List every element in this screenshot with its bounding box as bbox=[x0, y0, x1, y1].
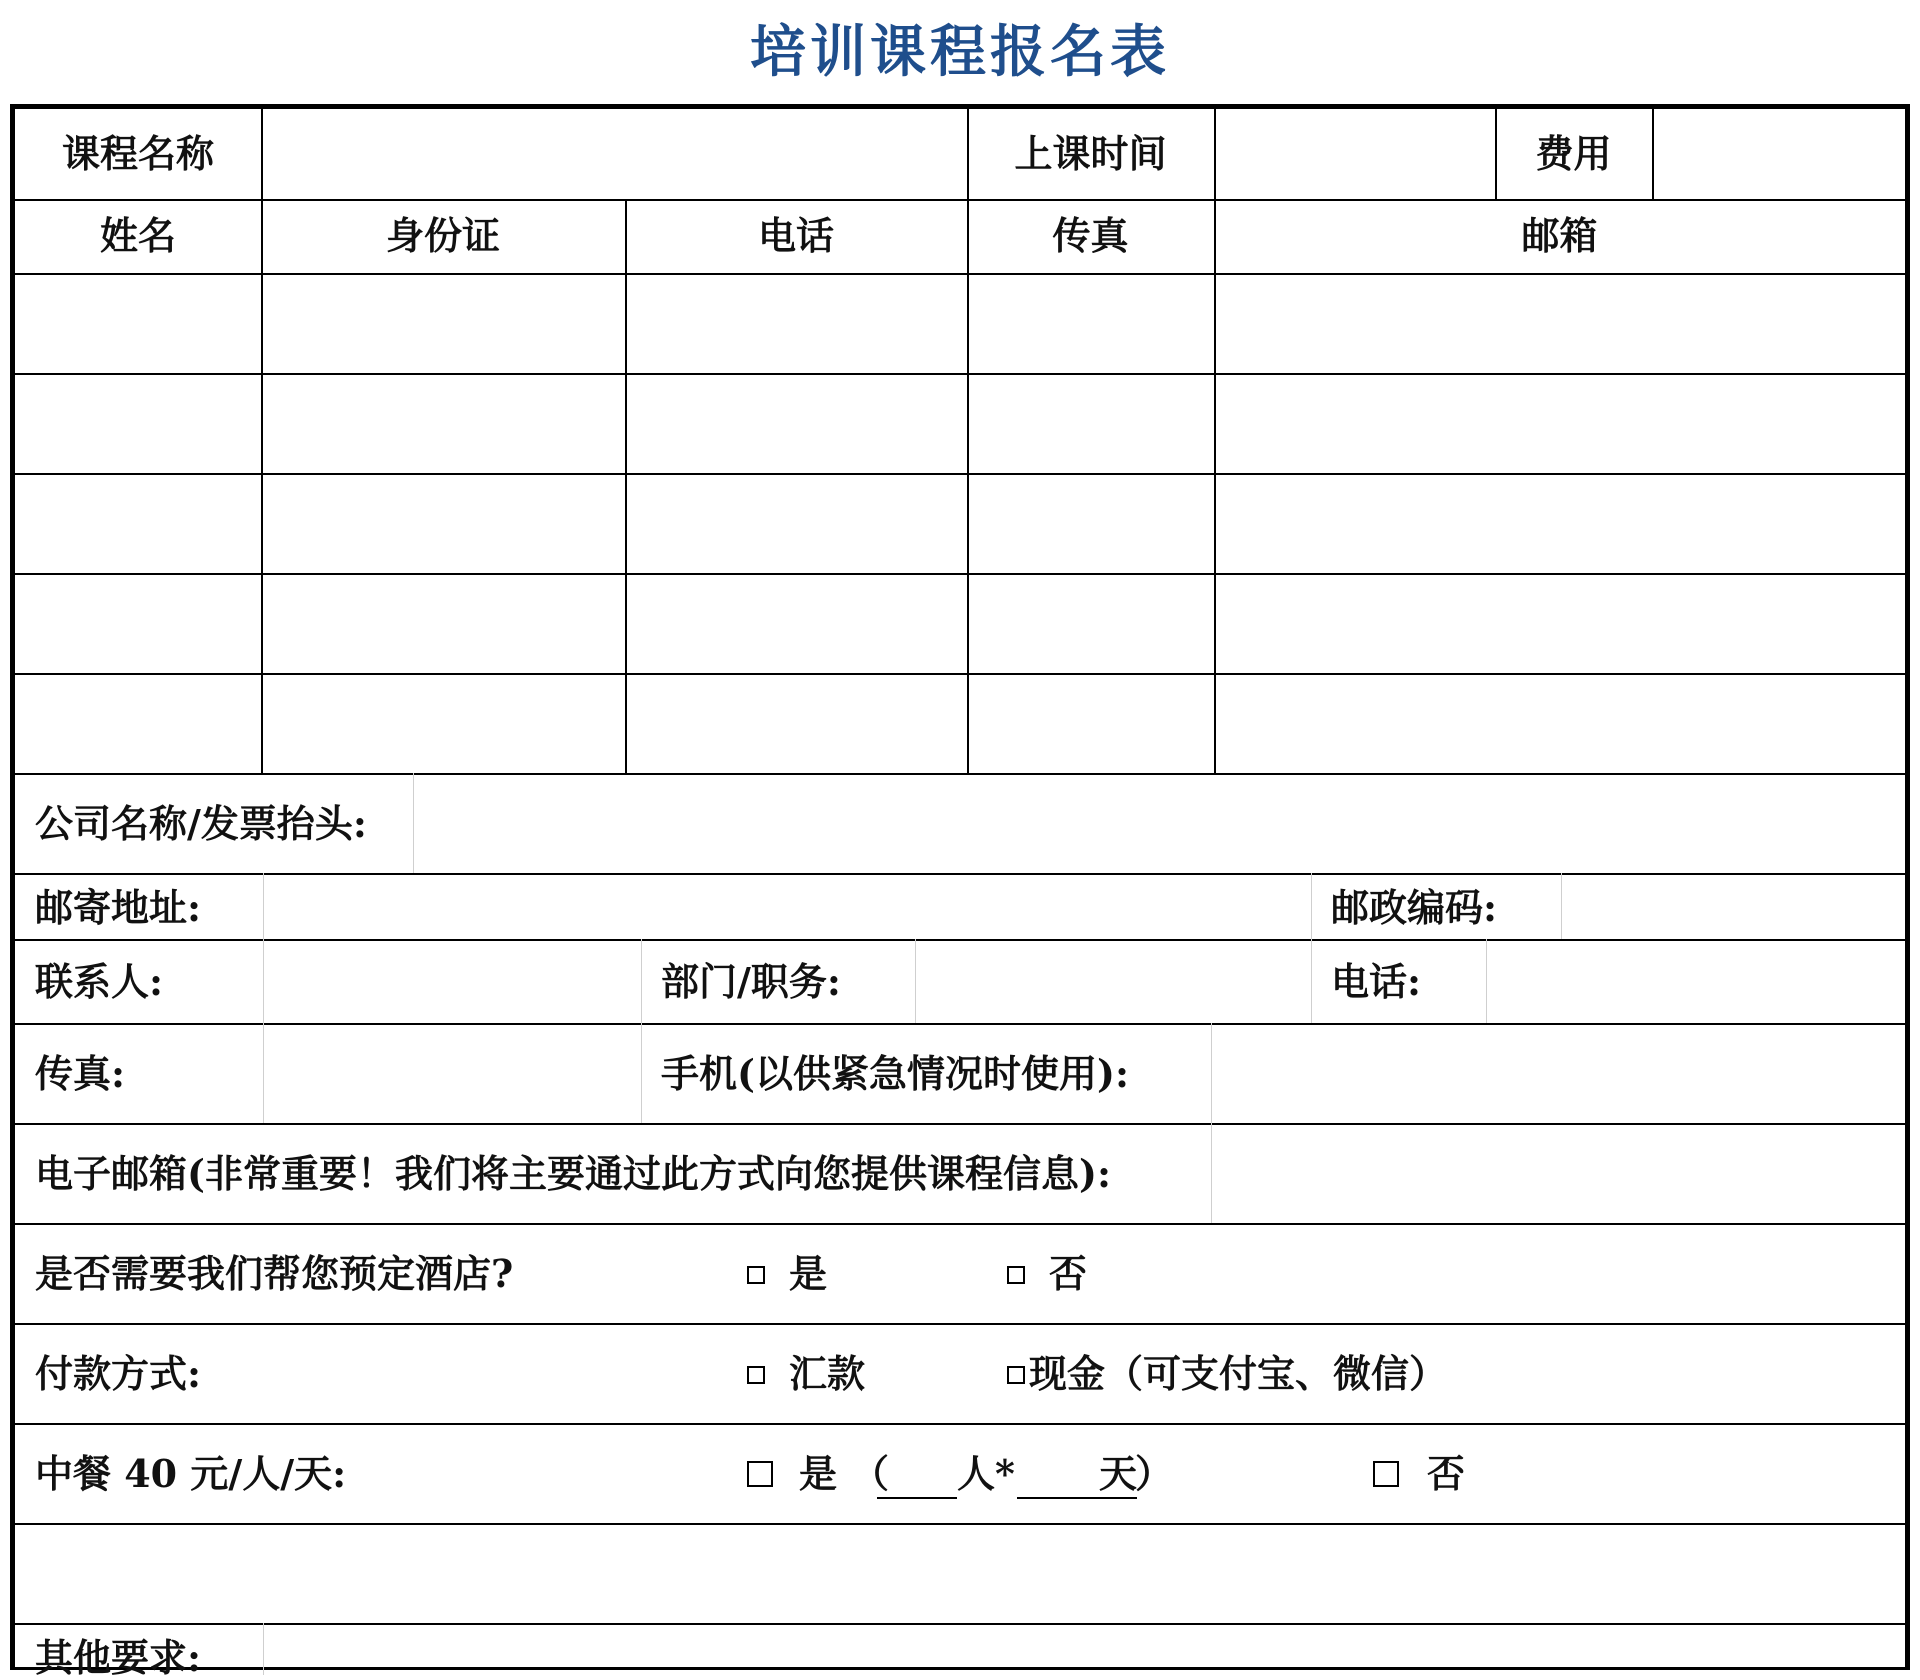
column-header-id: 身份证 bbox=[385, 213, 500, 258]
course-name-field[interactable] bbox=[263, 109, 967, 199]
attendee-id-number-cell[interactable] bbox=[263, 675, 625, 773]
attendee-email-cell[interactable] bbox=[1216, 275, 1903, 373]
lunch-people-input[interactable] bbox=[877, 1445, 957, 1495]
company-field[interactable] bbox=[415, 775, 1905, 873]
lunch-no-checkbox[interactable] bbox=[1373, 1461, 1399, 1487]
attendee-id-number-cell[interactable] bbox=[263, 275, 625, 373]
field-divider bbox=[1211, 1023, 1212, 1223]
contact-phone-field[interactable] bbox=[1488, 941, 1905, 1023]
attendee-email-cell[interactable] bbox=[1216, 675, 1903, 773]
row-divider bbox=[15, 1323, 1905, 1325]
attendee-id-number-cell[interactable] bbox=[263, 375, 625, 473]
contact-person-field[interactable] bbox=[265, 941, 641, 1023]
mobile-field[interactable] bbox=[1213, 1025, 1905, 1123]
attendee-id-number-cell[interactable] bbox=[263, 575, 625, 673]
lunch-days-underline bbox=[1017, 1497, 1137, 1499]
department-field[interactable] bbox=[917, 941, 1311, 1023]
payment-label: 付款方式: bbox=[35, 1351, 202, 1396]
course-name-label: 课程名称 bbox=[61, 131, 214, 176]
other-requirements-field[interactable] bbox=[265, 1625, 1905, 1675]
lunch-days-unit: 天 bbox=[1099, 1451, 1138, 1496]
hotel-question: 是否需要我们帮您预定酒店? bbox=[35, 1251, 514, 1296]
attendee-name-cell[interactable] bbox=[15, 475, 261, 573]
field-divider bbox=[641, 939, 642, 1123]
fee-field[interactable] bbox=[1654, 109, 1905, 199]
attendee-phone-cell[interactable] bbox=[627, 575, 967, 673]
attendee-email-cell[interactable] bbox=[1216, 575, 1903, 673]
field-divider bbox=[263, 1623, 264, 1675]
hotel-no-checkbox[interactable] bbox=[1007, 1266, 1025, 1284]
hotel-yes-label: 是 bbox=[789, 1251, 828, 1296]
mobile-label: 手机(以供紧急情况时使用): bbox=[661, 1051, 1129, 1096]
lunch-close-paren: ） bbox=[1135, 1451, 1174, 1496]
page-title: 培训课程报名表 bbox=[750, 20, 1170, 85]
row-divider bbox=[15, 1523, 1905, 1525]
lunch-open-paren: （ bbox=[851, 1451, 890, 1496]
company-label: 公司名称/发票抬头: bbox=[35, 801, 367, 846]
fax-label: 传真: bbox=[35, 1051, 126, 1096]
lunch-yes-label: 是 bbox=[799, 1451, 838, 1496]
hotel-no-label: 否 bbox=[1049, 1251, 1088, 1296]
attendee-fax-cell[interactable] bbox=[969, 675, 1214, 773]
mailing-address-label: 邮寄地址: bbox=[35, 885, 202, 930]
column-header-email: 邮箱 bbox=[1521, 213, 1598, 258]
column-header-phone: 电话 bbox=[757, 213, 834, 258]
payment-transfer-checkbox[interactable] bbox=[747, 1366, 765, 1384]
attendee-phone-cell[interactable] bbox=[627, 375, 967, 473]
field-divider bbox=[263, 939, 264, 1123]
registration-form bbox=[10, 104, 1910, 1680]
row-divider bbox=[15, 199, 1905, 201]
class-time-label: 上课时间 bbox=[1014, 131, 1167, 176]
attendee-fax-cell[interactable] bbox=[969, 375, 1214, 473]
lunch-people-underline bbox=[877, 1497, 957, 1499]
row-divider bbox=[15, 1423, 1905, 1425]
column-header-fax: 传真 bbox=[1052, 213, 1129, 258]
field-divider bbox=[1561, 873, 1562, 939]
attendee-id-number-cell[interactable] bbox=[263, 475, 625, 573]
field-divider bbox=[263, 873, 264, 939]
attendee-fax-cell[interactable] bbox=[969, 275, 1214, 373]
attendee-phone-cell[interactable] bbox=[627, 475, 967, 573]
contact-person-label: 联系人: bbox=[35, 959, 164, 1004]
field-divider bbox=[1311, 939, 1312, 1023]
lunch-days-input[interactable] bbox=[1017, 1445, 1099, 1495]
other-requirements-label: 其他要求: bbox=[35, 1635, 202, 1680]
attendee-fax-cell[interactable] bbox=[969, 475, 1214, 573]
column-header-name: 姓名 bbox=[99, 213, 176, 258]
attendee-fax-cell[interactable] bbox=[969, 575, 1214, 673]
attendee-email-cell[interactable] bbox=[1216, 375, 1903, 473]
postcode-label: 邮政编码: bbox=[1331, 885, 1498, 930]
attendee-name-cell[interactable] bbox=[15, 575, 261, 673]
department-label: 部门/职务: bbox=[661, 959, 841, 1004]
attendee-phone-cell[interactable] bbox=[627, 275, 967, 373]
field-divider bbox=[1486, 939, 1487, 1023]
attendee-name-cell[interactable] bbox=[15, 275, 261, 373]
fee-label: 费用 bbox=[1535, 131, 1612, 176]
postcode-field[interactable] bbox=[1563, 875, 1905, 939]
payment-cash-checkbox[interactable] bbox=[1007, 1366, 1025, 1384]
contact-phone-label: 电话: bbox=[1331, 959, 1422, 1004]
field-divider bbox=[1311, 873, 1312, 939]
row-divider bbox=[15, 1223, 1905, 1225]
payment-transfer-label: 汇款 bbox=[789, 1351, 866, 1396]
lunch-label: 中餐 40 元/人/天: bbox=[35, 1451, 347, 1496]
hotel-yes-checkbox[interactable] bbox=[747, 1266, 765, 1284]
lunch-no-label: 否 bbox=[1427, 1451, 1466, 1496]
lunch-yes-checkbox[interactable] bbox=[747, 1461, 773, 1487]
fax-field[interactable] bbox=[265, 1025, 641, 1123]
attendee-phone-cell[interactable] bbox=[627, 675, 967, 773]
email-field[interactable] bbox=[1213, 1125, 1905, 1223]
payment-cash-label: 现金（可支付宝、微信） bbox=[1029, 1351, 1448, 1396]
class-time-field[interactable] bbox=[1216, 109, 1495, 199]
field-divider bbox=[915, 939, 916, 1023]
attendee-name-cell[interactable] bbox=[15, 375, 261, 473]
mailing-address-field[interactable] bbox=[265, 875, 1311, 939]
attendee-email-cell[interactable] bbox=[1216, 475, 1903, 573]
email-label: 电子邮箱(非常重要！我们将主要通过此方式向您提供课程信息): bbox=[35, 1151, 1111, 1196]
lunch-people-unit: 人* bbox=[957, 1451, 1015, 1496]
attendee-name-cell[interactable] bbox=[15, 675, 261, 773]
